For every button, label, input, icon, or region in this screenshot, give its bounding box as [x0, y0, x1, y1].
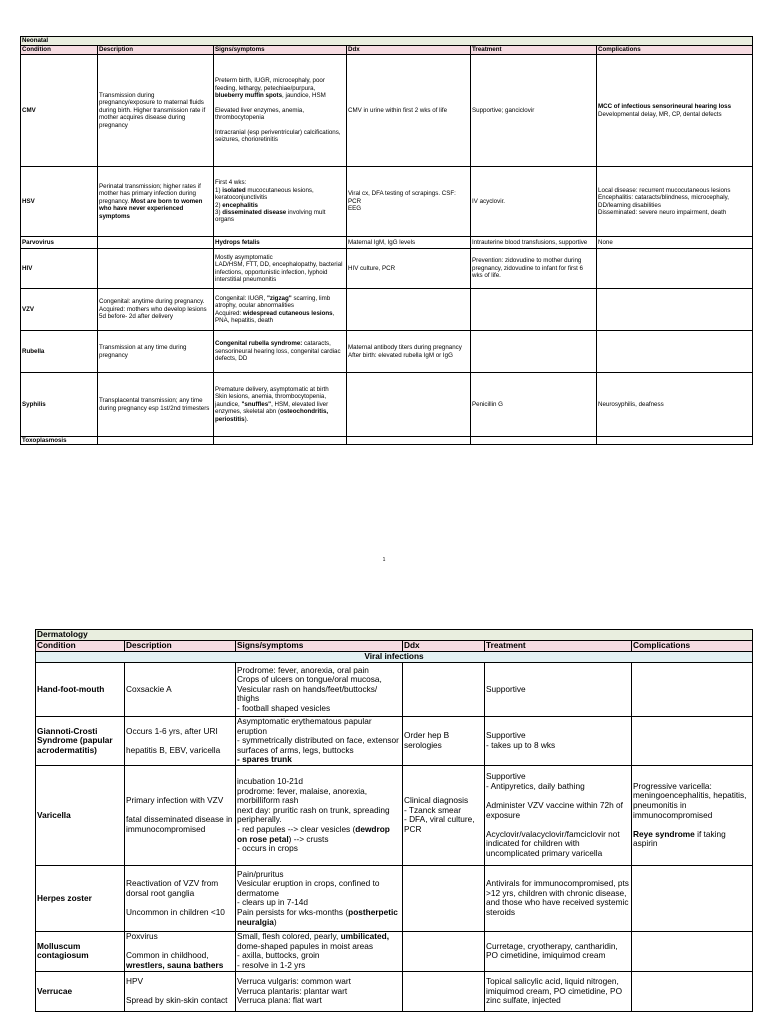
cell-text: Progressive varicella: meningoencephalitis, hepatitis, pneumonitis in immunocompromised Reye syndrome if taking aspirin	[633, 780, 747, 849]
complications-cell	[632, 717, 753, 766]
cell-text: Topical salicylic acid, liquid nitrogen, imiquimod cream, PO cimetidine, PO zinc sulfate, injected	[486, 976, 623, 1006]
signs-cell	[214, 331, 347, 373]
complications-cell	[597, 167, 753, 237]
complications-cell	[597, 237, 753, 249]
cell-text: First 4 wks: 1) isolated mucocutaneous lesions, keratoconjunctivitis 2) encephalitis 3) disseminated disease involving mult organs	[215, 179, 326, 224]
cell-text: CMV	[22, 106, 36, 114]
neonatal-table-body	[21, 37, 753, 445]
cell-text: Supportive; ganciclovir	[472, 106, 535, 114]
cell-text: Hydrops fetalis	[215, 238, 260, 246]
section-title: Viral infections	[36, 652, 753, 663]
ddx-cell	[347, 249, 471, 289]
treatment-cell	[471, 289, 597, 331]
description-cell	[98, 237, 214, 249]
signs-cell	[214, 289, 347, 331]
condition-cell	[21, 437, 98, 445]
condition-cell	[36, 717, 125, 766]
treatment-cell	[471, 437, 597, 445]
table-row	[21, 437, 753, 445]
condition-cell	[36, 971, 125, 1011]
cell-text: Prevention: zidovudine to mother during pregnancy, zidovudine to infant for first 6 wks of life.	[472, 257, 583, 280]
header-description: Description	[125, 641, 236, 652]
dermatology-table	[35, 629, 753, 1012]
neonatal-header-row	[21, 46, 753, 55]
ddx-cell	[403, 971, 485, 1011]
ddx-cell	[347, 289, 471, 331]
table-row	[36, 865, 753, 931]
ddx-cell	[347, 373, 471, 437]
cell-text: Congenital: anytime during pregnancy. Acquired: mothers who develop lesions 5d before- 2d after delivery	[99, 298, 207, 321]
ddx-cell	[403, 865, 485, 931]
condition-cell	[21, 237, 98, 249]
treatment-cell	[471, 331, 597, 373]
table-row	[21, 331, 753, 373]
treatment-cell	[485, 765, 632, 865]
ddx-cell	[347, 331, 471, 373]
table-row	[36, 717, 753, 766]
neonatal-title: Neonatal	[21, 37, 753, 46]
description-cell	[98, 55, 214, 167]
description-cell	[98, 373, 214, 437]
table-row	[36, 663, 753, 717]
cell-text: Local disease: recurrent mucocutaneous lesions Encephalitis: cataracts/blindness, microcephaly, DD/learning disabilities Disseminated: severe neuro impairment, death	[598, 186, 731, 216]
cell-text: Parvovirus	[22, 238, 54, 246]
signs-cell	[214, 167, 347, 237]
description-cell	[98, 437, 214, 445]
cell-text: Molluscum contagiosum	[37, 940, 89, 961]
ddx-cell	[347, 437, 471, 445]
header-condition: Condition	[36, 641, 125, 652]
cell-text: Prodrome: fever, anorexia, oral pain Crops of ulcers on tongue/oral mucosa, Vesicular rash on hands/feet/buttocks/ thighs - football shaped vesicles	[237, 664, 382, 713]
condition-cell	[36, 765, 125, 865]
neonatal-title-row	[21, 37, 753, 46]
cell-text: Coxsackie A	[126, 683, 172, 694]
cell-text: CMV in urine within first 2 wks of life	[348, 106, 448, 114]
cell-text: Small, flesh colored, pearly, umbilicated, dome-shaped papules in moist areas - axilla, buttocks, groin - resolve in 1-2 yrs	[237, 931, 390, 971]
header-signs: Signs/symptoms	[214, 46, 347, 55]
ddx-cell	[403, 663, 485, 717]
header-ddx: Ddx	[347, 46, 471, 55]
cell-text: Transmission at any time during pregnancy	[99, 344, 187, 359]
signs-cell	[236, 931, 403, 971]
ddx-cell	[403, 765, 485, 865]
cell-text: Hand-foot-mouth	[37, 683, 105, 694]
condition-cell	[21, 373, 98, 437]
description-cell	[125, 971, 236, 1011]
description-cell	[98, 167, 214, 237]
condition-cell	[21, 331, 98, 373]
signs-cell	[214, 437, 347, 445]
table-row	[36, 765, 753, 865]
cell-text: Verrucae	[37, 985, 73, 996]
cell-text: HIV	[22, 264, 33, 272]
condition-cell	[36, 663, 125, 717]
header-description: Description	[98, 46, 214, 55]
cell-text: Preterm birth, IUGR, microcephaly, poor feeding, lethargy, petechiae/purpura, blueberry muffin spots, jaundice, HSM Elevated liver enzymes, anemia, thrombocytopenia Intracranial (esp periventricular) calcifications, seizures, chorioretinitis	[215, 77, 341, 144]
dermatology-title: Dermatology	[36, 630, 753, 641]
cell-text: IV acyclovir.	[472, 197, 506, 205]
complications-cell	[632, 765, 753, 865]
ddx-cell	[403, 717, 485, 766]
complications-cell	[597, 331, 753, 373]
treatment-cell	[471, 237, 597, 249]
signs-cell	[214, 249, 347, 289]
table-row	[36, 931, 753, 971]
cell-text: Supportive - takes up to 8 wks	[486, 730, 556, 750]
dermatology-title-row	[36, 630, 753, 641]
table-row	[36, 971, 753, 1011]
cell-text: Transmission during pregnancy/exposure to maternal fluids during birth. Higher transmission rate if mother acquires disease during pregnancy	[99, 91, 206, 129]
cell-text: Maternal IgM, IgG levels	[348, 238, 416, 246]
complications-cell	[597, 249, 753, 289]
header-complications: Complications	[632, 641, 753, 652]
signs-cell	[214, 55, 347, 167]
page-number: 1	[382, 557, 386, 563]
complications-cell	[597, 437, 753, 445]
complications-cell	[632, 931, 753, 971]
cell-text: VZV	[22, 305, 35, 313]
cell-text: Supportive - Antipyretics, daily bathing Administer VZV vaccine within 72h of exposure Acyclovir/valacyclovir/famciclovir not indicated for children with uncomplicated primary varicella	[486, 771, 623, 859]
cell-text: Primary infection with VZV fatal disseminated disease in immunocompromised	[126, 795, 233, 835]
treatment-cell	[485, 717, 632, 766]
cell-text: Viral cx, DFA testing of scrapings. CSF: PCR EEG	[348, 190, 456, 213]
header-signs: Signs/symptoms	[236, 641, 403, 652]
cell-text: Rubella	[22, 347, 45, 355]
cell-text: Transplacental transmission; any time during pregnancy esp 1st/2nd trimesters	[99, 397, 210, 412]
condition-cell	[21, 55, 98, 167]
signs-cell	[214, 237, 347, 249]
cell-text: Curretage, cryotherapy, cantharidin, PO cimetidine, imiquimod cream	[486, 940, 618, 961]
cell-text: Varicella	[37, 809, 71, 820]
cell-text: MCC of infectious sensorineural hearing loss Developmental delay, MR, CP, dental defects	[598, 103, 732, 118]
description-cell	[125, 765, 236, 865]
cell-text: Congenital rubella syndrome: cataracts, sensorineural hearing loss, congenital cardiac defects, DD	[215, 340, 341, 363]
table-row	[21, 373, 753, 437]
cell-text: Asymptomatic erythematous papular eruption - symmetrically distributed on face, extensor surfaces of arms, legs, buttocks - spares trunk	[237, 716, 399, 765]
cell-text: Order hep B serologies	[404, 730, 450, 750]
header-complications: Complications	[597, 46, 753, 55]
table-row	[21, 289, 753, 331]
dermatology-header-row	[36, 641, 753, 652]
ddx-cell	[347, 237, 471, 249]
dermatology-table-body	[36, 630, 753, 1012]
cell-text: Syphilis	[22, 400, 46, 408]
condition-cell	[21, 249, 98, 289]
description-cell	[98, 331, 214, 373]
cell-text: HIV culture, PCR	[348, 264, 396, 272]
cell-text: Herpes zoster	[37, 892, 92, 903]
table-row	[21, 167, 753, 237]
cell-text: Premature delivery, asymptomatic at birth Skin lesions, anemia, thrombocytopenia, jaundice, "snuffles", HSM, elevated liver enzymes, skeletal abn (osteochondritis, periostitis).	[215, 385, 329, 423]
cell-text: Neurosyphilis, deafness	[598, 400, 664, 408]
treatment-cell	[471, 167, 597, 237]
description-cell	[98, 249, 214, 289]
cell-text: Antivirals for immunocompromised, pts >12 yrs, children with chronic disease, and those who have received systemic steroids	[486, 878, 629, 918]
complications-cell	[632, 971, 753, 1011]
cell-text: Occurs 1-6 yrs, after URI hepatitis B, EBV, varicella	[126, 725, 221, 755]
cell-text: Maternal antibody titers during pregnancy After birth: elevated rubella IgM or IgG	[348, 344, 462, 359]
table-row	[21, 249, 753, 289]
description-cell	[125, 865, 236, 931]
treatment-cell	[485, 931, 632, 971]
header-treatment: Treatment	[471, 46, 597, 55]
header-condition: Condition	[21, 46, 98, 55]
signs-cell	[236, 717, 403, 766]
signs-cell	[236, 865, 403, 931]
ddx-cell	[403, 931, 485, 971]
signs-cell	[236, 663, 403, 717]
signs-cell	[236, 971, 403, 1011]
cell-text: Supportive	[486, 683, 526, 694]
condition-cell	[21, 167, 98, 237]
cell-text: Mostly asymptomatic LAD/HSM, FTT, DD, encephalopathy, bacterial infections, opportunistic infection, lyphoid interstitial pneumonitis	[215, 253, 343, 283]
ddx-cell	[347, 167, 471, 237]
complications-cell	[632, 663, 753, 717]
description-cell	[125, 931, 236, 971]
cell-text: Perinatal transmission; higher rates if mother has primary infection during pregnancy. Most are born to women who have never experienced symptoms	[99, 182, 203, 220]
condition-cell	[36, 865, 125, 931]
cell-text: Giannoti-Crosti Syndrome (papular acrodermatitis)	[37, 725, 113, 755]
treatment-cell	[485, 971, 632, 1011]
cell-text: Clinical diagnosis - Tzanck smear - DFA, viral culture, PCR	[404, 795, 475, 835]
treatment-cell	[485, 865, 632, 931]
treatment-cell	[471, 249, 597, 289]
header-ddx: Ddx	[403, 641, 485, 652]
cell-text: HPV Spread by skin-skin contact	[126, 976, 228, 1006]
treatment-cell	[471, 55, 597, 167]
condition-cell	[21, 289, 98, 331]
table-row	[21, 237, 753, 249]
cell-text: HSV	[22, 197, 35, 205]
cell-text: Toxoplasmosis	[22, 437, 67, 444]
complications-cell	[597, 373, 753, 437]
description-cell	[98, 289, 214, 331]
cell-text: Congenital: IUGR, "zigzag" scarring, limb atrophy, ocular abnormalities Acquired: widespread cutaneous lesions, PNA, hepatitis, death	[215, 294, 335, 324]
complications-cell	[597, 55, 753, 167]
cell-text: incubation 10-21d prodrome: fever, malaise, anorexia, morbilliform rash next day: pruritic rash on trunk, spreading peripherally. - red papules --> clear vesicles (dewdrop on rose petal) --> crusts - occurs in crops	[237, 776, 390, 854]
complications-cell	[632, 865, 753, 931]
signs-cell	[214, 373, 347, 437]
signs-cell	[236, 765, 403, 865]
cell-text: Intrauterine blood transfusions, supportive	[472, 238, 588, 246]
description-cell	[125, 663, 236, 717]
treatment-cell	[471, 373, 597, 437]
cell-text: None	[598, 238, 613, 246]
header-treatment: Treatment	[485, 641, 632, 652]
description-cell	[125, 717, 236, 766]
complications-cell	[597, 289, 753, 331]
cell-text: Pain/pruritus Vesicular eruption in crops, confined to dermatome - clears up in 7-14d Pain persists for wks-months (postherpetic neuralgia)	[237, 868, 398, 927]
cell-text: Poxvirus Common in childhood, wrestlers, sauna bathers	[126, 931, 224, 971]
table-row	[21, 55, 753, 167]
neonatal-table	[20, 36, 753, 445]
cell-text: Penicillin G	[472, 400, 503, 408]
cell-text: Reactivation of VZV from dorsal root ganglia Uncommon in children <10	[126, 878, 225, 918]
cell-text: Verruca vulgaris: common wart Verruca plantaris: plantar wart Verruca plana: flat wart	[237, 976, 351, 1006]
treatment-cell	[485, 663, 632, 717]
condition-cell	[36, 931, 125, 971]
section-row	[36, 652, 753, 663]
ddx-cell	[347, 55, 471, 167]
